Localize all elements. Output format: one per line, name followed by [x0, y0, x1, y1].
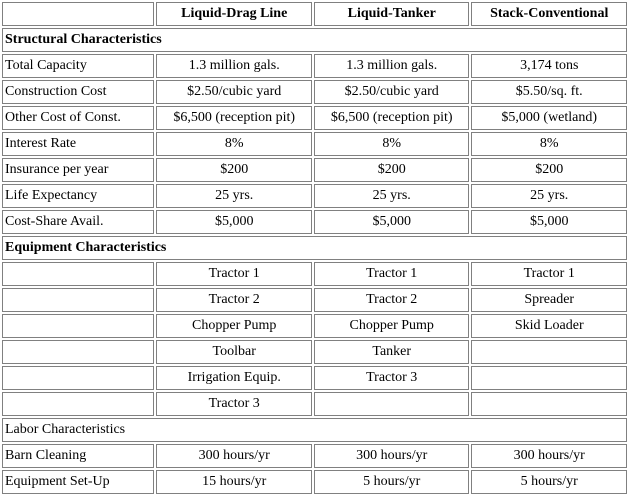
table-row: [2, 366, 627, 390]
table-cell: [471, 340, 627, 364]
section-row: [2, 236, 627, 260]
row-label: Life Expectancy: [2, 184, 154, 208]
row-label: [2, 392, 154, 416]
row-label: Barn Cleaning: [2, 444, 154, 468]
table-cell: $2.50/cubic yard: [314, 80, 470, 104]
table-row: [2, 158, 627, 182]
table-cell: $6,500 (reception pit): [156, 106, 312, 130]
table-cell: 300 hours/yr: [471, 444, 627, 468]
table-cell: [314, 392, 470, 416]
table-cell: Skid Loader: [471, 314, 627, 338]
table-cell: $6,500 (reception pit): [314, 106, 470, 130]
table-cell: $5,000: [156, 210, 312, 234]
table-cell: 300 hours/yr: [156, 444, 312, 468]
row-label: Construction Cost: [2, 80, 154, 104]
table-row: [2, 106, 627, 130]
table-cell: 15 hours/yr: [156, 470, 312, 494]
row-label: [2, 288, 154, 312]
header-stack-conventional: Stack-Conventional: [471, 2, 627, 26]
section-row: [2, 28, 627, 52]
table-cell: Tractor 2: [314, 288, 470, 312]
header-row: [2, 2, 627, 26]
header-liquid-drag-line: Liquid-Drag Line: [156, 2, 312, 26]
table-cell: 8%: [471, 132, 627, 156]
header-liquid-tanker: Liquid-Tanker: [314, 2, 470, 26]
row-label: Other Cost of Const.: [2, 106, 154, 130]
table-row: [2, 470, 627, 494]
table-row: [2, 210, 627, 234]
table-cell: Spreader: [471, 288, 627, 312]
row-label: [2, 314, 154, 338]
table-cell: 1.3 million gals.: [156, 54, 312, 78]
table-cell: $200: [156, 158, 312, 182]
table-row: [2, 80, 627, 104]
table-body: [2, 28, 627, 494]
row-label: Cost-Share Avail.: [2, 210, 154, 234]
table-cell: Tractor 3: [156, 392, 312, 416]
table-cell: $200: [314, 158, 470, 182]
table-cell: $5.50/sq. ft.: [471, 80, 627, 104]
table-cell: $5,000 (wetland): [471, 106, 627, 130]
table-cell: 5 hours/yr: [314, 470, 470, 494]
table-row: [2, 288, 627, 312]
section-title: Equipment Characteristics: [2, 236, 627, 260]
table-row: [2, 54, 627, 78]
row-label: [2, 340, 154, 364]
row-label: [2, 262, 154, 286]
header-corner: [2, 2, 154, 26]
row-label: [2, 366, 154, 390]
table-cell: 300 hours/yr: [314, 444, 470, 468]
row-label: Total Capacity: [2, 54, 154, 78]
table-cell: 3,174 tons: [471, 54, 627, 78]
table-cell: [471, 392, 627, 416]
table-row: [2, 262, 627, 286]
table-cell: [471, 366, 627, 390]
table-cell: Tanker: [314, 340, 470, 364]
table-cell: $200: [471, 158, 627, 182]
section-title: Structural Characteristics: [2, 28, 627, 52]
row-label: Equipment Set-Up: [2, 470, 154, 494]
row-label: Insurance per year: [2, 158, 154, 182]
table-cell: Tractor 1: [471, 262, 627, 286]
table-cell: $5,000: [314, 210, 470, 234]
table-cell: 25 yrs.: [156, 184, 312, 208]
section-row: [2, 418, 627, 442]
table-cell: 5 hours/yr: [471, 470, 627, 494]
table-row: [2, 340, 627, 364]
table-cell: Toolbar: [156, 340, 312, 364]
table-cell: Tractor 3: [314, 366, 470, 390]
table-cell: $5,000: [471, 210, 627, 234]
table-cell: 25 yrs.: [314, 184, 470, 208]
table-cell: Chopper Pump: [156, 314, 312, 338]
section-title: Labor Characteristics: [2, 418, 627, 442]
table-row: [2, 444, 627, 468]
table-row: [2, 132, 627, 156]
table-row: [2, 184, 627, 208]
table-cell: 8%: [314, 132, 470, 156]
table-cell: 1.3 million gals.: [314, 54, 470, 78]
table-cell: $2.50/cubic yard: [156, 80, 312, 104]
table-cell: Tractor 1: [314, 262, 470, 286]
table-cell: Chopper Pump: [314, 314, 470, 338]
table-row: [2, 392, 627, 416]
table-cell: 8%: [156, 132, 312, 156]
table-cell: Irrigation Equip.: [156, 366, 312, 390]
table-cell: Tractor 1: [156, 262, 312, 286]
table-cell: 25 yrs.: [471, 184, 627, 208]
table-row: [2, 314, 627, 338]
table-cell: Tractor 2: [156, 288, 312, 312]
row-label: Interest Rate: [2, 132, 154, 156]
